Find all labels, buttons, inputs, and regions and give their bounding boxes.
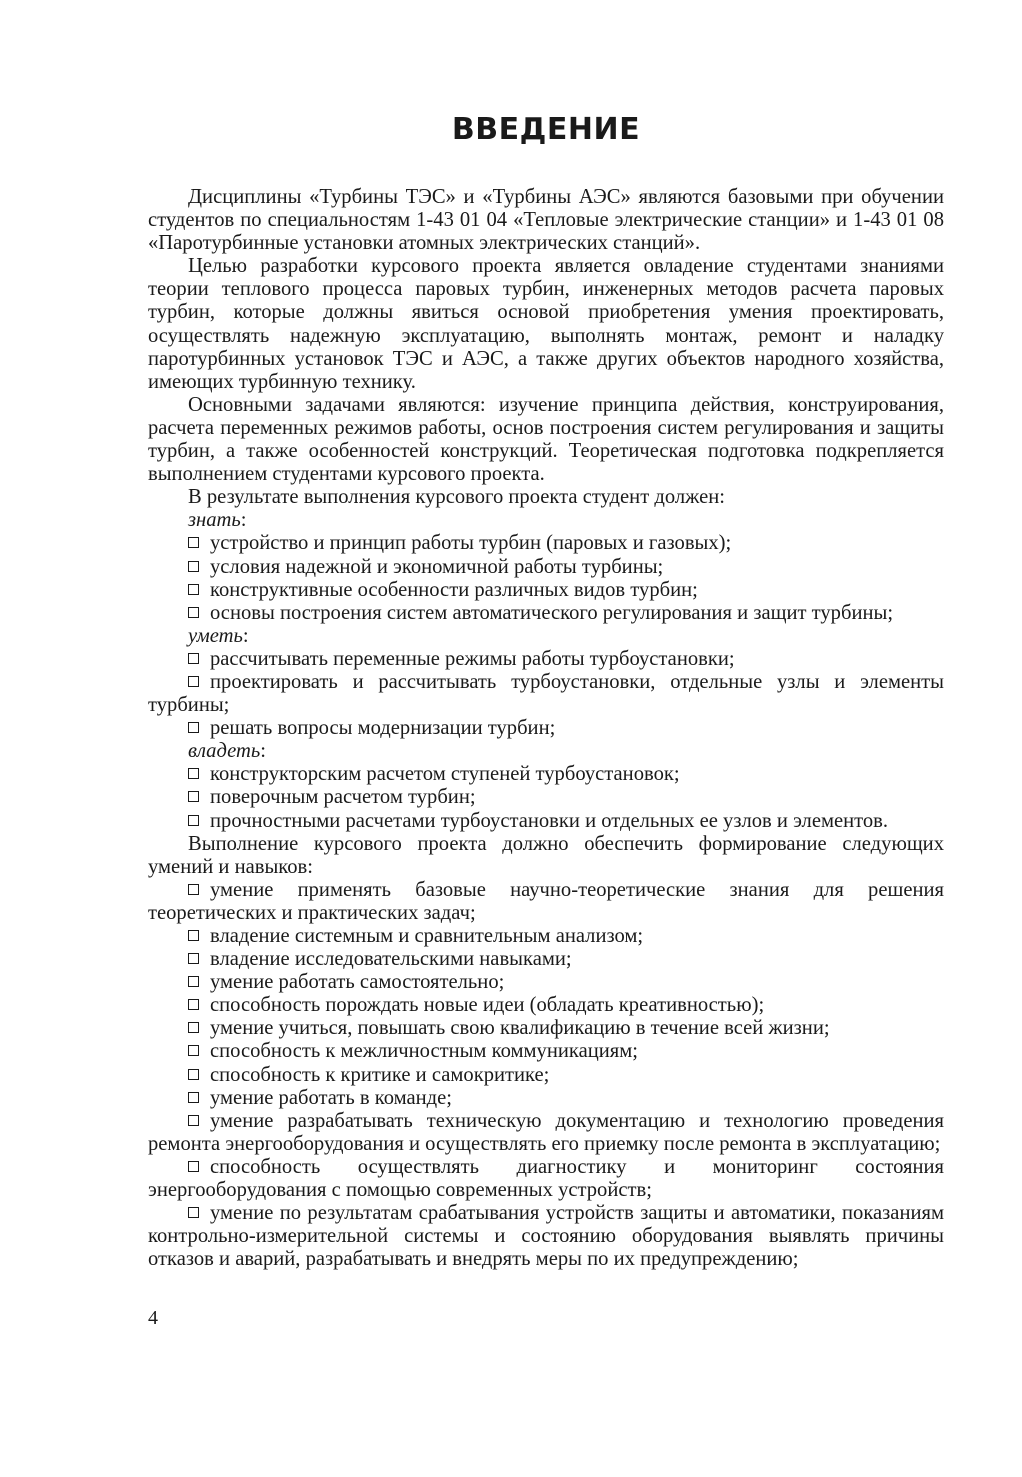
skill-item-text: умение работать в команде;: [210, 1086, 452, 1109]
checkbox-bullet-icon: [188, 584, 199, 595]
checkbox-bullet-icon: [188, 1207, 199, 1218]
checkbox-bullet-icon: [188, 722, 199, 733]
able-label: уметь:: [188, 624, 249, 647]
list-item-text: основы построения систем автоматического регулирования и защит турбины;: [210, 601, 894, 624]
list-item: [148, 532, 944, 555]
skill-item-text: способность к межличностным коммуникациям;: [210, 1040, 638, 1063]
skill-item-text: владение системным и сравнительным анализом;: [210, 925, 644, 947]
checkbox-bullet-icon: [188, 607, 199, 618]
skill-item: [148, 948, 944, 971]
paragraph-intro: Дисциплины «Турбины ТЭС» и «Турбины АЭС» являются базовыми при обучении студентов по специальностям 1-43 01 04 «Тепловые электрические станции» и 1-43 01 08 «Паротурбинные установки атомных электрических станций».: [148, 186, 944, 255]
skill-item: [148, 879, 944, 925]
master-label: владеть:: [188, 740, 266, 763]
checkbox-bullet-icon: [188, 999, 199, 1010]
skill-item: [148, 1202, 944, 1271]
skill-item: [148, 1064, 944, 1087]
list-item-text: конструктивные особенности различных видов турбин;: [210, 578, 698, 601]
checkbox-bullet-icon: [188, 1069, 199, 1080]
list-item-text: рассчитывать переменные режимы работы турбоустановки;: [210, 647, 735, 670]
skill-item-text: умение разрабатывать техническую документацию и технологию проведения ремонта энергооборудования и осуществлять его приемку после ремонта в эксплуатацию;: [148, 1109, 944, 1155]
list-item: [148, 648, 944, 671]
skill-item: [148, 1156, 944, 1202]
skill-item-text: умение учиться, повышать свою квалификацию в течение всей жизни;: [210, 1017, 830, 1040]
skill-item: [148, 1017, 944, 1040]
list-item-text: конструкторским расчетом ступеней турбоустановок;: [210, 763, 680, 786]
list-item-text: проектировать и рассчитывать турбоустановки, отдельные узлы и элементы турбины;: [148, 670, 944, 717]
checkbox-bullet-icon: [188, 1115, 199, 1126]
checkbox-bullet-icon: [188, 768, 199, 779]
skill-item: [148, 971, 944, 994]
skill-item-text: способность осуществлять диагностику и мониторинг состояния энергооборудования с помощью современных устройств;: [148, 1155, 944, 1202]
page-number: 4: [148, 1307, 158, 1329]
skill-item: [148, 925, 944, 948]
body-text: [148, 186, 944, 1271]
checkbox-bullet-icon: [188, 884, 199, 895]
page-title: ВВЕДЕНИЕ: [451, 112, 641, 147]
skill-item-text: умение работать самостоятельно;: [210, 971, 505, 994]
checkbox-bullet-icon: [188, 976, 199, 987]
list-item-text: устройство и принцип работы турбин (паровых и газовых);: [210, 532, 732, 555]
know-label-text: знать: [188, 509, 241, 532]
skill-item: [148, 1110, 944, 1156]
list-item: [148, 671, 944, 717]
paragraph-goal: Целью разработки курсового проекта является овладение студентами знаниями теории теплового процесса паровых турбин, инженерных методов расчета паровых турбин, которые должны явиться основой приобретения умения проектировать, осуществлять надежную эксплуатацию, выполнять монтаж, ремонт и наладку паротурбинных установок ТЭС и АЭС, а также других объектов народного хозяйства, имеющих турбинную технику.: [148, 255, 944, 393]
checkbox-bullet-icon: [188, 676, 199, 687]
checkbox-bullet-icon: [188, 653, 199, 664]
list-item-text: поверочным расчетом турбин;: [210, 786, 476, 809]
skill-item-text: умение по результатам срабатывания устройств защиты и автоматики, показаниям контрольно-измерительной системы и состоянию оборудования выявлять причины отказов и аварий, разрабатывать и внедрять меры по их предупреждению;: [148, 1202, 944, 1271]
list-item: [148, 717, 944, 740]
checkbox-bullet-icon: [188, 815, 199, 826]
checkbox-bullet-icon: [188, 1022, 199, 1033]
paragraph-tasks: Основными задачами являются: изучение принципа действия, конструирования, расчета переменных режимов работы, основ построения систем регулирования и защиты турбин, а также особенностей конструкций. Теоретическая подготовка подкрепляется выполнением студентами курсового проекта.: [148, 393, 944, 486]
skill-item: [148, 1087, 944, 1110]
skill-item: [148, 994, 944, 1017]
checkbox-bullet-icon: [188, 791, 199, 802]
checkbox-bullet-icon: [188, 561, 199, 572]
skill-item-text: способность порождать новые идеи (обладать креативностью);: [210, 994, 765, 1017]
list-item: [148, 786, 944, 809]
list-item: [148, 602, 944, 625]
skill-item-text: умение применять базовые научно-теоретические знания для решения теоретических и практических задач;: [148, 878, 944, 924]
skill-item-text: владение исследовательскими навыками;: [210, 948, 572, 971]
skill-item-text: способность к критике и самокритике;: [210, 1063, 550, 1086]
checkbox-bullet-icon: [188, 1161, 199, 1172]
checkbox-bullet-icon: [188, 1045, 199, 1056]
skill-item: [148, 1040, 944, 1063]
paragraph-result: В результате выполнения курсового проекта студент должен:: [188, 486, 725, 509]
know-label: знать:: [188, 509, 247, 532]
list-item-text: условия надежной и экономичной работы турбины;: [210, 555, 664, 578]
list-item: [148, 556, 944, 579]
page-content: [148, 108, 944, 1271]
list-item-text: прочностными расчетами турбоустановки и отдельных ее узлов и элементов.: [210, 809, 889, 832]
checkbox-bullet-icon: [188, 537, 199, 548]
able-label-text: уметь: [188, 624, 243, 647]
checkbox-bullet-icon: [188, 1092, 199, 1103]
list-item-text: решать вопросы модернизации турбин;: [210, 717, 556, 740]
list-item: [148, 579, 944, 602]
checkbox-bullet-icon: [188, 953, 199, 964]
master-label-text: владеть: [188, 740, 261, 763]
list-item: [148, 763, 944, 786]
checkbox-bullet-icon: [188, 930, 199, 941]
paragraph-skills-intro: Выполнение курсового проекта должно обеспечить формирование следующих умений и навыков:: [148, 832, 944, 878]
list-item: [148, 810, 944, 833]
